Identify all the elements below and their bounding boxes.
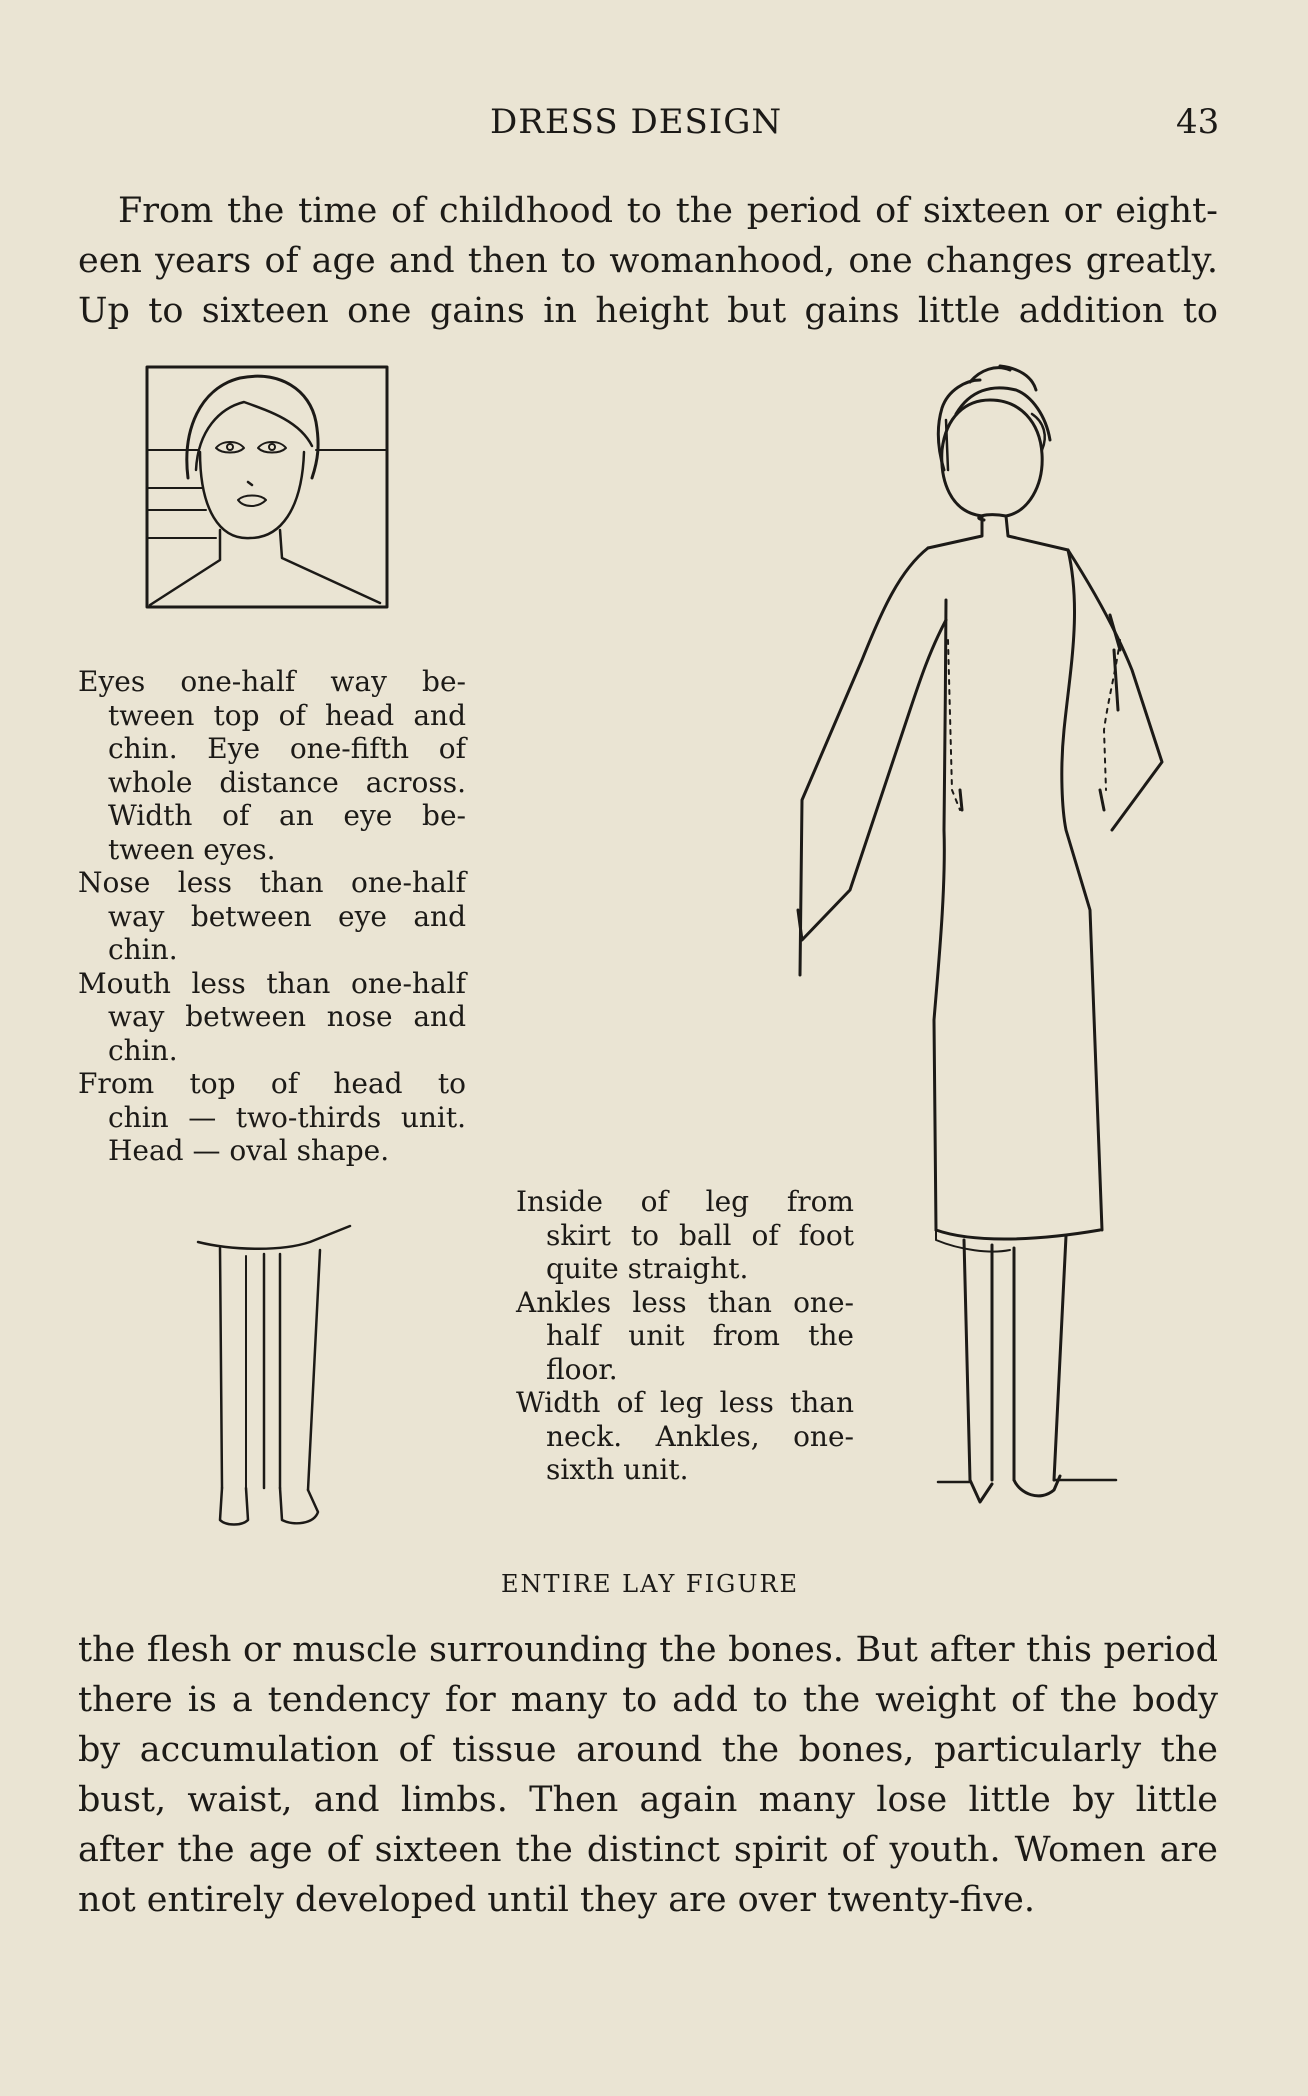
- caption-line: Head — oval shape.: [108, 1134, 390, 1167]
- caption-line: chin — two-thirds unit.: [108, 1100, 466, 1134]
- leg-detail-illustration: [190, 1220, 350, 1540]
- caption-line: tween eyes.: [108, 832, 276, 866]
- closing-paragraph: [78, 1625, 1218, 1925]
- paragraph-line: not entirely developed until they are over twenty-five.: [78, 1880, 1035, 1920]
- caption-line: way between nose and: [108, 1000, 466, 1033]
- caption-line: skirt to ball of foot: [546, 1218, 854, 1252]
- caption-line: Width of an eye be-: [108, 799, 466, 832]
- caption-line: way between eye and: [108, 899, 466, 933]
- paragraph-line: bust, waist, and limbs. Then again many lose little by little: [78, 1780, 1218, 1820]
- page-number: 43: [1176, 102, 1220, 142]
- paragraph-line: Up to sixteen one gains in height but gains little addition to: [78, 291, 1218, 331]
- paragraph-line: the flesh or muscle surrounding the bones. But after this period: [78, 1630, 1218, 1670]
- caption-line: half unit from the: [546, 1319, 854, 1352]
- caption-line: Eyes one-half way be-: [78, 665, 466, 698]
- caption-line: Width of leg less than: [516, 1386, 854, 1419]
- caption-line: neck. Ankles, one-: [546, 1419, 854, 1453]
- caption-line: sixth unit.: [546, 1453, 689, 1486]
- caption-line: tween top of head and: [108, 698, 466, 732]
- head-proportion-illustration: [140, 360, 400, 610]
- paragraph-line: by accumulation of tissue around the bones, particularly the: [78, 1730, 1218, 1770]
- running-title: DRESS DESIGN: [490, 102, 783, 142]
- caption-line: floor.: [546, 1352, 618, 1386]
- intro-paragraph: [78, 186, 1218, 336]
- caption-line: Inside of leg from: [516, 1185, 854, 1218]
- running-head: [0, 102, 1308, 142]
- paragraph-line: there is a tendency for many to add to the weight of the body: [78, 1680, 1218, 1720]
- caption-line: Mouth less than one-half: [78, 966, 466, 1000]
- caption-line: Ankles less than one-: [516, 1285, 854, 1319]
- caption-line: whole distance across.: [108, 765, 466, 799]
- caption-line: From top of head to: [78, 1067, 466, 1100]
- caption-line: chin. Eye one-fifth of: [108, 732, 466, 765]
- caption-line: quite straight.: [546, 1252, 749, 1285]
- paragraph-line: From the time of childhood to the period of sixteen or eight-: [118, 191, 1218, 231]
- head-proportion-caption: [78, 665, 466, 1168]
- figure-caption: ENTIRE LAY FIGURE: [500, 1570, 800, 1598]
- paragraph-line: after the age of sixteen the distinct spirit of youth. Women are: [78, 1830, 1218, 1870]
- caption-line: Nose less than one-half: [78, 866, 466, 899]
- lay-figure-illustration: [770, 350, 1230, 1550]
- caption-line: chin.: [108, 933, 178, 966]
- caption-line: chin.: [108, 1033, 178, 1067]
- paragraph-line: een years of age and then to womanhood, one changes greatly.: [78, 241, 1218, 281]
